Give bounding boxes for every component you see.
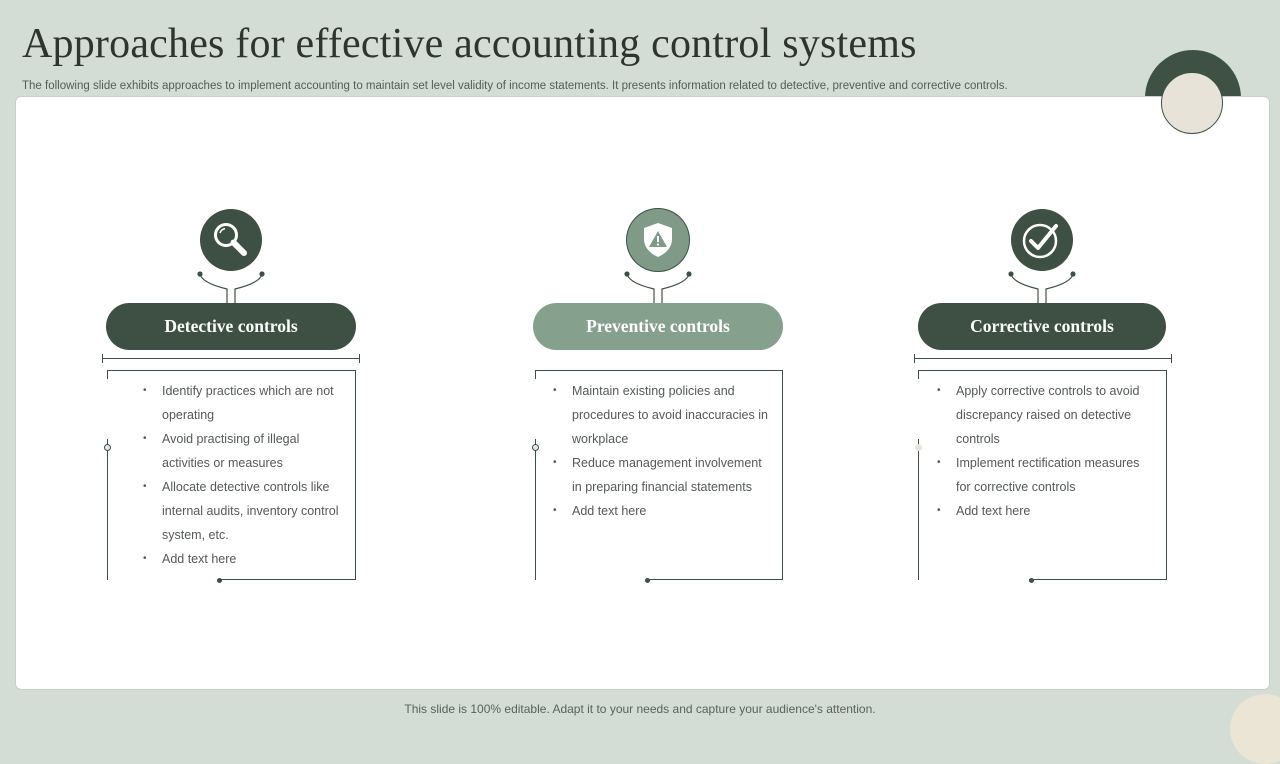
bullet-list xyxy=(937,379,1157,523)
list-item: • Maintain existing policies and procedures to avoid inaccuracies in workplace xyxy=(553,379,773,451)
shield-warning-icon xyxy=(627,209,689,271)
magnifier-icon xyxy=(200,209,262,271)
list-item: • Implement rectification measures for corrective controls xyxy=(937,451,1157,499)
connector xyxy=(623,269,693,305)
decorative-circle xyxy=(1161,72,1223,134)
list-item: • Reduce management involvement in preparing financial statements xyxy=(553,451,773,499)
connector xyxy=(1007,269,1077,305)
connector xyxy=(196,269,266,305)
check-circle-icon xyxy=(1011,209,1073,271)
list-item: • Allocate detective controls like internal audits, inventory control system, etc. xyxy=(143,475,343,547)
list-item: • Add text here xyxy=(143,547,343,571)
connector-dot xyxy=(217,578,222,583)
heading-pill-corrective: Corrective controls xyxy=(918,303,1166,350)
list-item: • Avoid practising of illegal activities or measures xyxy=(143,427,343,475)
connector-dot xyxy=(104,444,111,451)
list-item: • Add text here xyxy=(553,499,773,523)
slide-title: Approaches for effective accounting control systems xyxy=(22,21,917,67)
bullet-list xyxy=(143,379,343,571)
connector-dot xyxy=(915,444,922,451)
footer-note: This slide is 100% editable. Adapt it to your needs and capture your audience's attention. xyxy=(404,702,876,716)
list-item: • Apply corrective controls to avoid discrepancy raised on detective controls xyxy=(937,379,1157,451)
heading-pill-preventive: Preventive controls xyxy=(533,303,783,350)
bracket-line xyxy=(914,354,1172,363)
list-item: • Identify practices which are not operating xyxy=(143,379,343,427)
bullet-list xyxy=(553,379,773,523)
bracket-line xyxy=(102,354,360,363)
connector-dot xyxy=(532,444,539,451)
connector-dot xyxy=(1029,578,1034,583)
heading-pill-detective: Detective controls xyxy=(106,303,356,350)
connector-dot xyxy=(645,578,650,583)
slide-subtitle: The following slide exhibits approaches to implement accounting to maintain set level validity of income statements. It presents information related to detective, preventive and corrective controls. xyxy=(22,80,1008,92)
list-item: • Add text here xyxy=(937,499,1157,523)
